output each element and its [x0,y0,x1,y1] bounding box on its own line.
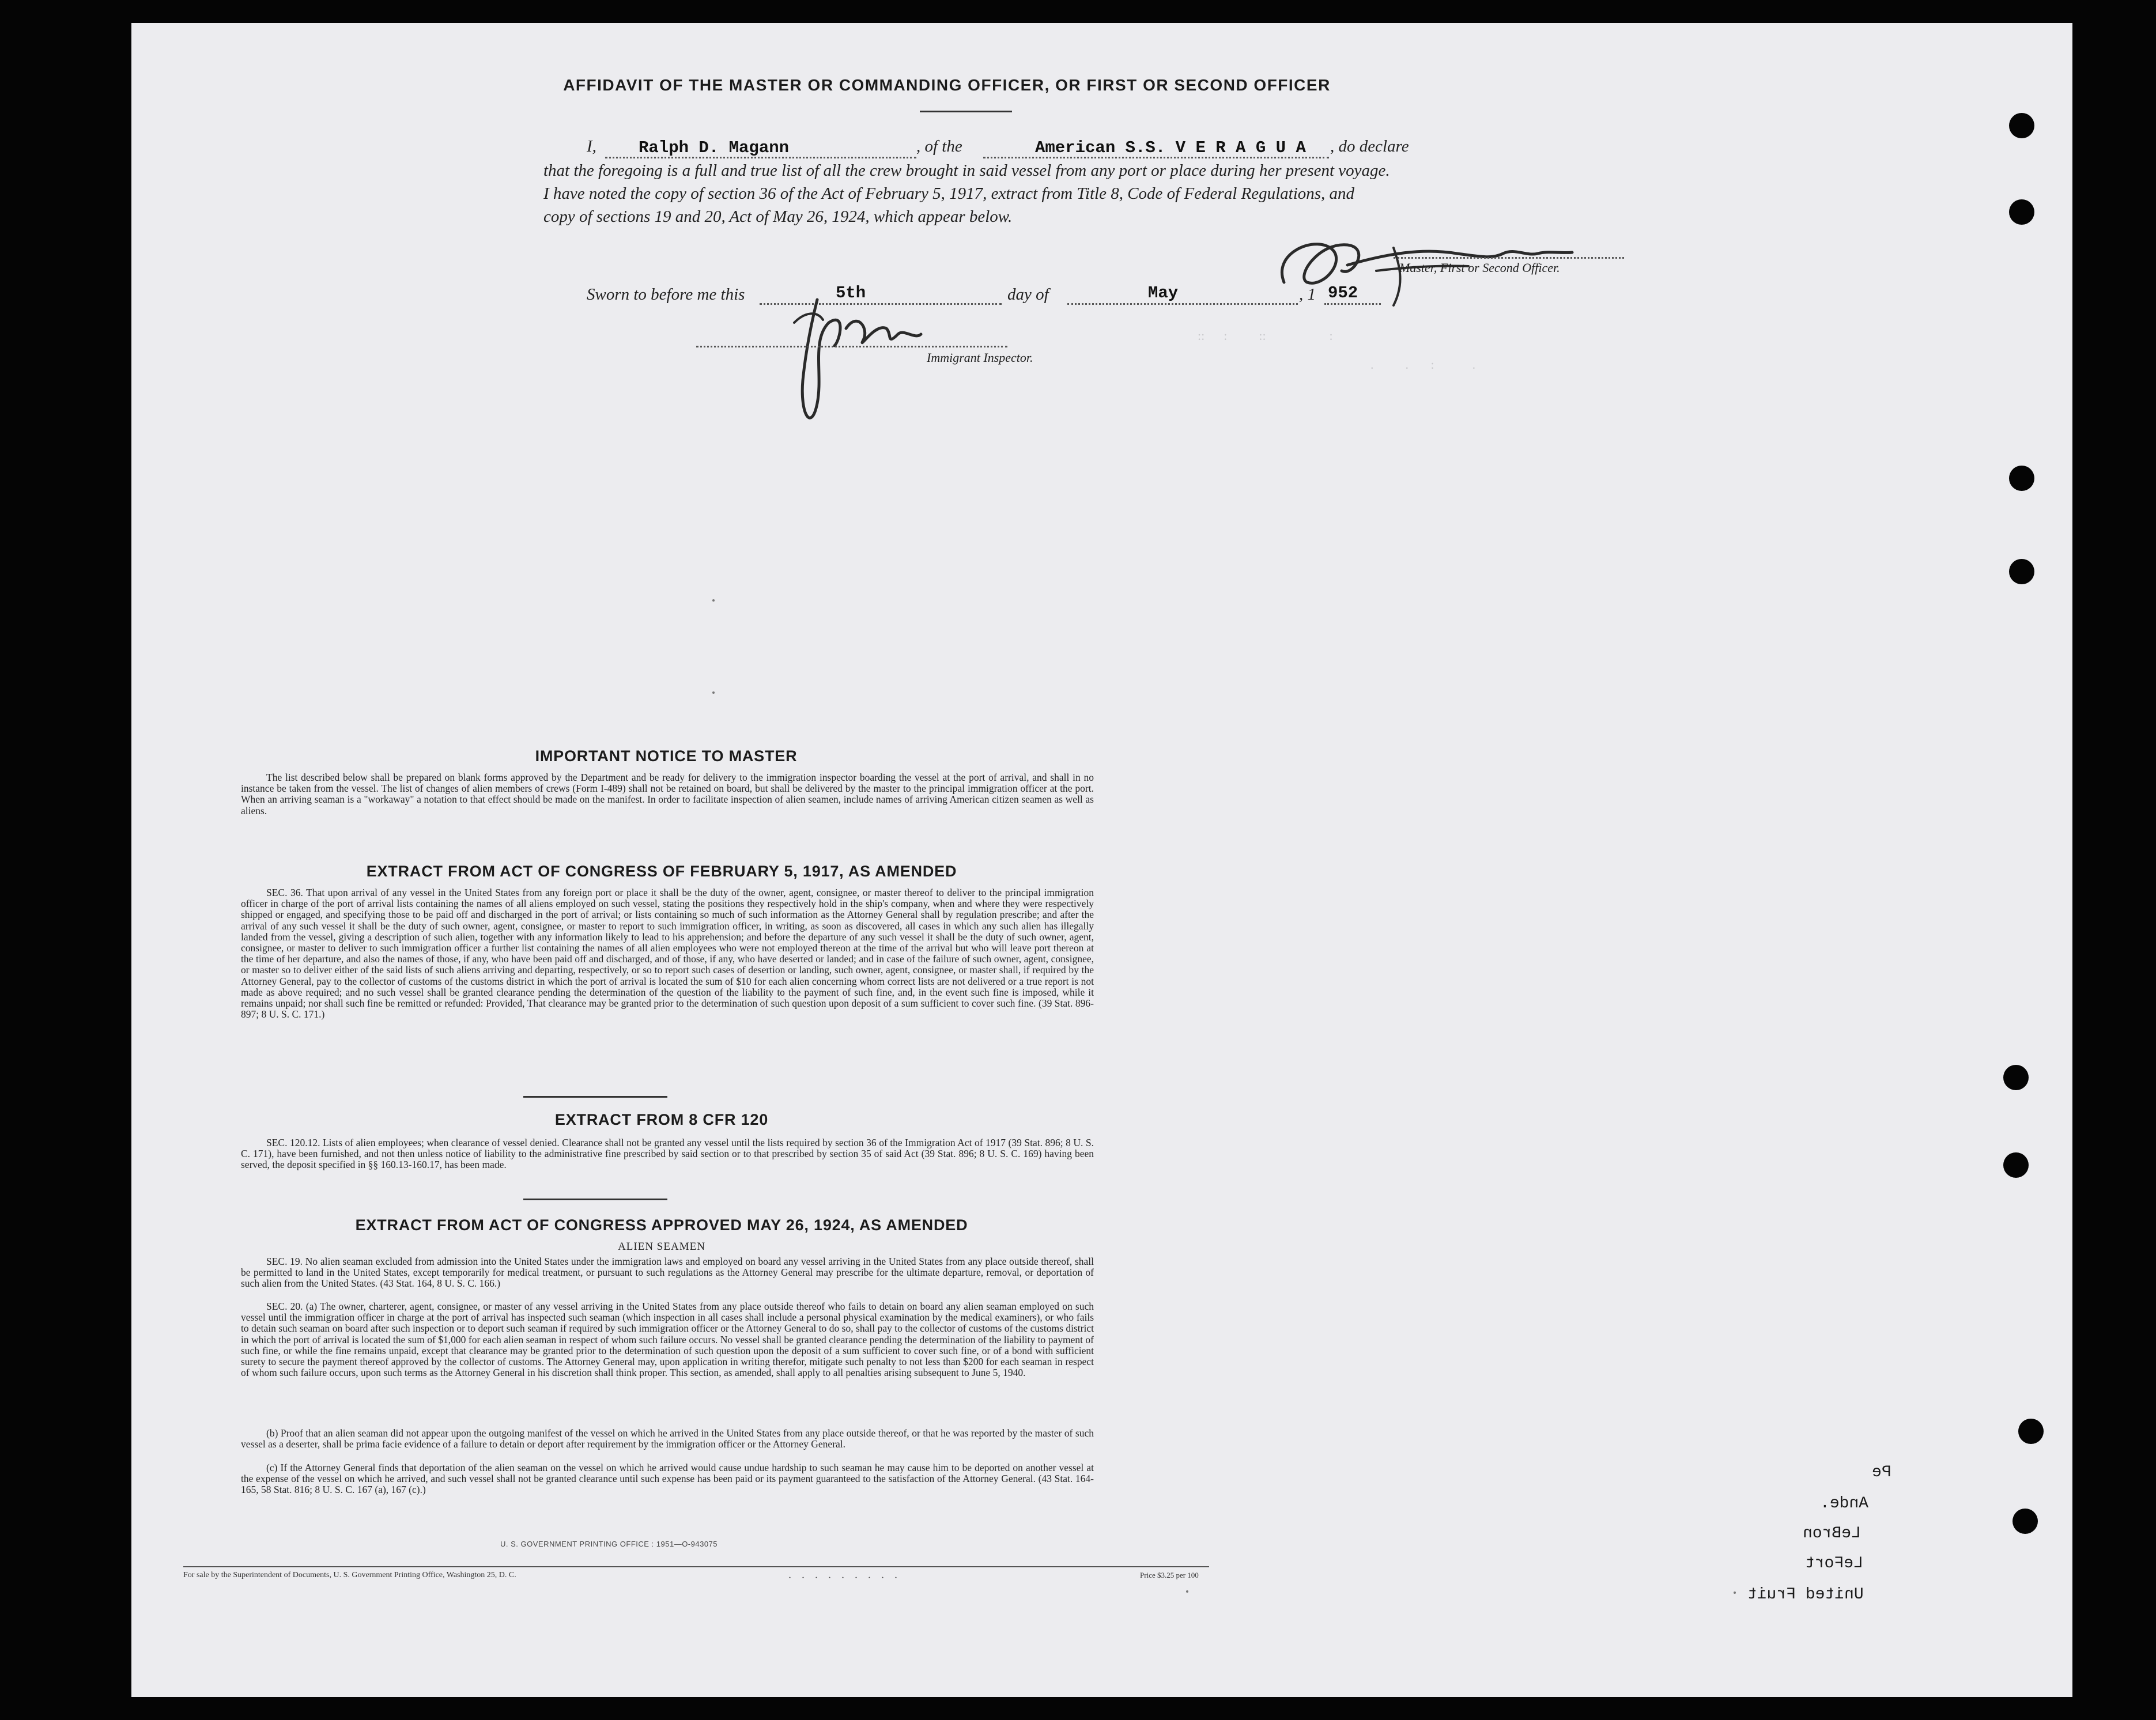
extract-1924-sec20b: (b) Proof that an alien seaman did not appear upon the outgoing manifest of the vessel on which he arrived in the United States from any place outside thereof, or that he was reported by the master of such vessel as a deserter, shall be prima facie evidence of a failure to detain or deport after requirement by the immigration officer or the Attorney General. [241,1427,1094,1450]
bleedthrough-text: LeFort [1805,1555,1863,1572]
extract-cfr-heading: EXTRACT FROM 8 CFR 120 [554,1111,769,1128]
footer-rule [183,1566,1209,1567]
punch-hole [2003,1152,2029,1178]
stray-mark [1186,1590,1188,1593]
sworn-day-value: 5th [836,283,866,303]
declaration-line-2: that the foregoing is a full and true list of all the crew brought in said vessel from any port or place during her present voyage. [543,161,1390,180]
extract-1924-subheading: ALIEN SEAMEN [618,1241,705,1253]
section-divider [523,1096,667,1098]
stray-mark [712,599,715,602]
printing-office-note: U. S. GOVERNMENT PRINTING OFFICE : 1951—O-943075 [500,1540,718,1548]
declaration-line-4: copy of sections 19 and 20, Act of May 26, 1924, which appear below. [543,207,1013,226]
punch-hole [2009,199,2034,225]
year-prefix: , 1 [1299,285,1316,304]
vessel-name-field [983,137,1329,158]
extract-cfr-text: SEC. 120.12. Lists of alien employees; when clearance of vessel denied. Clearance shall not be granted any vessel until the lists required by section 36 of the Immigration Act of 1917 (39 Stat. 896; 8 U. S. C. 171), have been furnished, and not then unless notice of liability to the administrative fine prescribed by said section or to that prescribed by section 35 of said Act (39 Stat. 896; 8 U. S. C. 169) having been served, the deposit specified in §§ 160.13-160.17, has been made. [241,1137,1094,1171]
punch-hole [2003,1065,2029,1090]
sworn-prefix: Sworn to before me this [587,285,745,304]
master-name-value: Ralph D. Magann [639,138,790,157]
extract-1924-sec20a: SEC. 20. (a) The owner, charterer, agent, consignee, or master of any vessel arriving in the United States from any place outside thereof who fails to detain on board any alien seaman employed on such vessel until the immigration officer in charge at the port of arrival has inspected such seaman (which inspection in all cases shall include a personal physical examination by the medical examiners), or who fails to detain such seaman on board after such inspection or to deport such seaman if required by such immigration officer or the Attorney General to do so, shall pay to the collector of customs of the customs district in which the port of arrival is located the sum of $1,000 for each alien seaman in respect of whom such failure occurs. No vessel shall be granted clearance pending the determination of the liability to payment of such fine, or while the fine remains unpaid, except that clearance may be granted prior to the determination of such question upon the deposit of a sum sufficient to cover such fine, or of a bond with sufficient surety to secure the payment thereof approved by the collector of customs. The Attorney General may, upon application in writing therefor, mitigate such penalty to not less than $200 for each seaman in respect of whom such failure occurs, upon such terms as the Attorney General in his discretion shall think proper. This section, as amended, shall apply to all penalties arising subsequent to June 5, 1940. [241,1301,1094,1379]
of-the-label: , of the [916,137,962,156]
vessel-name-value: American S.S. V E R A G U A [1035,138,1306,157]
master-signature-line [1394,257,1624,259]
extract-1924-heading: EXTRACT FROM ACT OF CONGRESS APPROVED MAY 26, 1924, AS AMENDED [355,1216,968,1234]
inspector-signature [777,288,950,444]
price-note: Price $3.25 per 100 [1140,1571,1199,1579]
bleedthrough-text: LeBron [1803,1525,1861,1543]
declaration-prefix: I, [587,137,596,156]
footer-dotted-leader: ......... [788,1568,908,1581]
punch-hole [2009,466,2034,491]
inspector-caption: Immigrant Inspector. [927,350,1033,365]
stray-mark [1734,1592,1736,1594]
master-signature-caption: Master, First or Second Officer. [1399,260,1560,275]
declaration-line-3: I have noted the copy of section 36 of the Act of February 5, 1917, extract from Title 8, Code of Federal Regulations, and [543,184,1355,203]
document-page [131,23,2072,1697]
extract-1924-sec19: SEC. 19. No alien seaman excluded from admission into the United States under the immigration laws and employed on board any vessel arriving in the United States from any place outside thereof, shall be permitted to land in the United States, except temporarily for medical treatment, or pursuant to such regulations as the Attorney General may prescribe for the ultimate departure, removal, or deportation of such alien from the United States. (43 Stat. 164, 8 U. S. C. 166.) [241,1256,1094,1290]
extract-1917-heading: EXTRACT FROM ACT OF CONGRESS OF FEBRUARY 5, 1917, AS AMENDED [366,863,957,880]
bleedthrough-text: Ande. [1820,1495,1869,1513]
punch-hole [2009,559,2034,584]
master-name-field [605,137,916,158]
sworn-year-value: 952 [1328,283,1358,303]
day-of-label: day of [1007,285,1049,304]
punch-hole [2018,1419,2044,1444]
punch-hole [2012,1509,2038,1534]
bleedthrough-text: Pe [1872,1464,1891,1481]
for-sale-note: For sale by the Superintendent of Documents, U. S. Government Printing Office, Washington 25, D. C. [183,1571,516,1579]
reverse-side-ghost-marks: . . : . [1370,357,1476,372]
title-divider [920,111,1012,112]
affidavit-title: AFFIDAVIT OF THE MASTER OR COMMANDING OFFICER, OR FIRST OR SECOND OFFICER [563,76,1331,94]
extract-1924-sec20c: (c) If the Attorney General finds that deportation of the alien seaman on the vessel on which he arrived would cause undue hardship to such seaman he may cause him to be deported on another vessel at the expense of the vessel on which he arrived, and such vessel shall not be granted clearance until such expense has been paid or its payment guaranteed to the satisfaction of the Attorney General. (43 Stat. 164-165, 58 Stat. 816; 8 U. S. C. 167 (a), 167 (c).) [241,1462,1094,1496]
punch-hole [2009,113,2034,138]
stray-mark [712,691,715,694]
section-divider [523,1199,667,1200]
do-declare-label: , do declare [1330,137,1409,156]
sworn-year-field [1324,283,1381,305]
notice-heading: IMPORTANT NOTICE TO MASTER [535,747,798,765]
inspector-signature-line [696,346,1007,347]
sworn-month-field [1067,283,1298,305]
extract-1917-text: SEC. 36. That upon arrival of any vessel in the United States from any foreign port or place it shall be the duty of the owner, agent, consignee, or master thereof to deliver to the principal immigration officer in charge of the port of arrival lists containing the names of all aliens employed on such vessel, stating the positions they respectively hold in the ship's company, when and where they were respectively shipped or engaged, and specifying those to be paid off and discharged in the port of arrival; or lists containing so much of such information as the Attorney General shall by regulation prescribe; and after the arrival of any such vessel it shall be the duty of such owner, agent, consignee, or master to report to such immigration officer, in writing, as soon as discovered, all cases in which any such alien has illegally landed from the vessel, giving a description of such alien, together with any information likely to lead to his apprehension; and before the departure of any such vessel it shall be the duty of such owner, agent, consignee, or master to deliver to such immigration officer a further list containing the names of all alien employees who were not employed thereon at the time of the arrival but who will leave port thereon at the time of her departure, and also the names of those, if any, who have been paid off and discharged, and of those, if any, who have deserted or landed; and in case of the failure of such owner, agent, consignee, or master so to deliver either of the said lists of such aliens arriving and departing, respectively, or so to report such cases of desertion or landing, such owner, agent, consignee, or master shall, if required by the Attorney General, pay to the collector of customs of the customs district in which the port of arrival is located the sum of $10 for each alien concerning whom correct lists are not delivered or a true report is not made as above required; and no such vessel shall be granted clearance pending the determination of the question of the liability to the payment of such fine, and, in the event such fine is imposed, while it remains unpaid; nor shall such fine be remitted or refunded: Provided, That clearance may be granted prior to the determination of such question upon deposit of a sum sufficient to cover such fine. (39 Stat. 896-897; 8 U. S. C. 171.) [241,887,1094,1020]
reverse-side-ghost-marks: :: : :: : [1198,328,1333,343]
bleedthrough-text: United Fruit [1747,1586,1864,1604]
sworn-month-value: May [1148,283,1179,303]
notice-text: The list described below shall be prepared on blank forms approved by the Department and be ready for delivery to the immigration inspector boarding the vessel at the port of arrival, and shall in no instance be taken from the vessel. The list of changes of alien members of crews (Form I-489) shall not be retained on board, but shall be delivered by the master to the principal immigration officer at the port. When an arriving seaman is a "workaway" a notation to that effect should be made on the manifest. In order to facilitate inspection of alien seamen, include names of arriving American citizen seamen as well as aliens. [241,772,1094,816]
